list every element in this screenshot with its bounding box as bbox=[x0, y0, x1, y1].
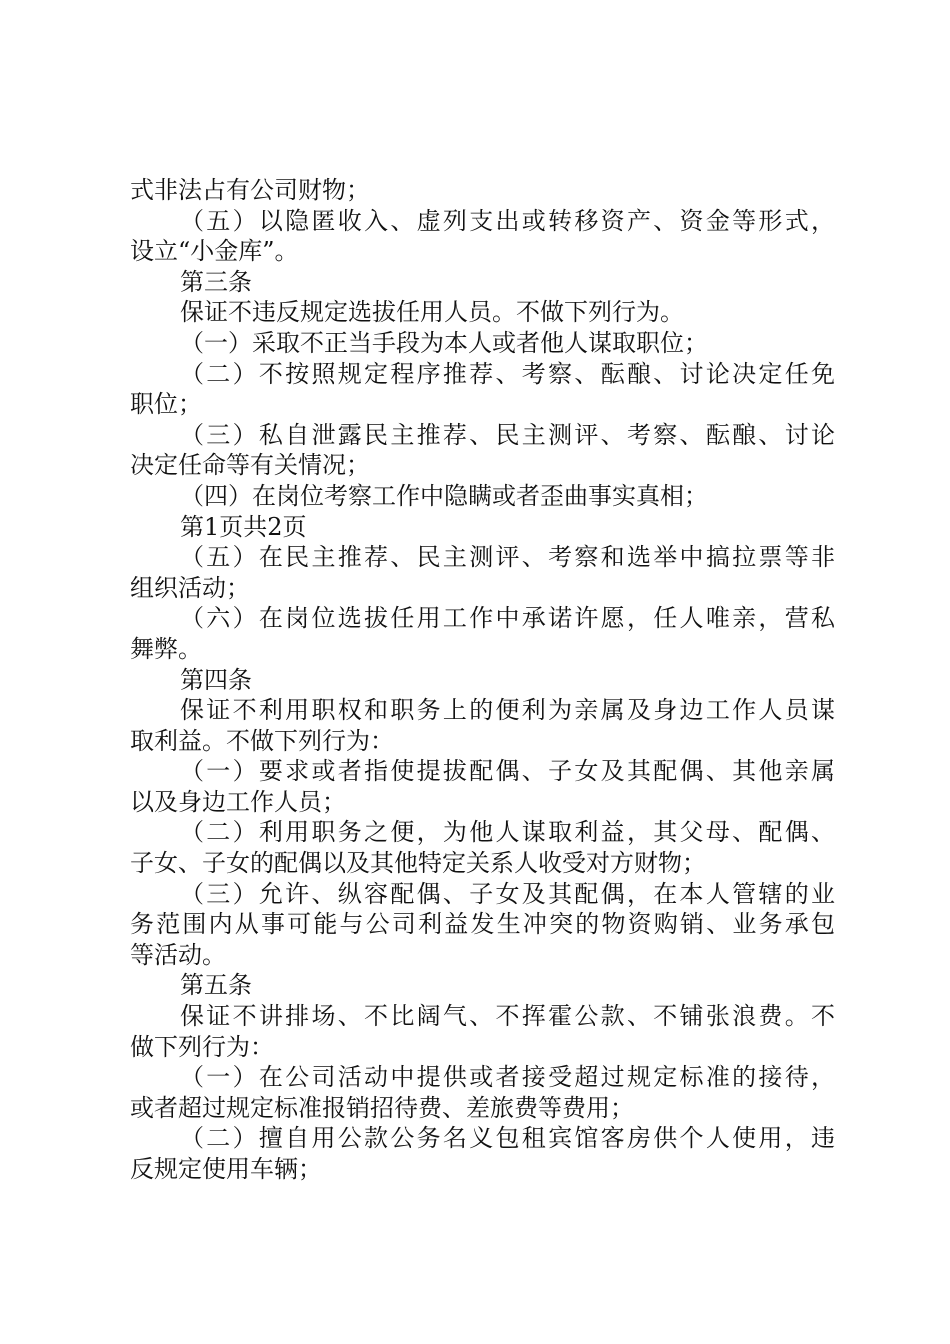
clause-item: （一）采取不正当手段为本人或者他人谋取职位； bbox=[180, 328, 708, 357]
text-line-continuation: 或者超过规定标准报销招待费、差旅费等费用； bbox=[130, 1093, 634, 1122]
clause-item: （四）在岗位考察工作中隐瞒或者歪曲事实真相； bbox=[180, 481, 708, 510]
text-line-continuation: 做下列行为： bbox=[130, 1032, 274, 1061]
text-line-continuation: 舞弊。 bbox=[130, 634, 202, 663]
clause-item: （五）以隐匿收入、虚列支出或转移资产、资金等形式， bbox=[180, 206, 835, 235]
article-intro: 保证不讲排场、不比阔气、不挥霍公款、不铺张浪费。不 bbox=[180, 1002, 835, 1031]
text-line-continuation: 决定任命等有关情况； bbox=[130, 451, 370, 480]
clause-item: （一）要求或者指使提拔配偶、子女及其配偶、其他亲属 bbox=[180, 757, 835, 786]
clause-item: （六）在岗位选拔任用工作中承诺许愿，任人唯亲，营私 bbox=[180, 604, 835, 633]
article-heading: 第四条 bbox=[180, 665, 252, 694]
text-line-continuation: 等活动。 bbox=[130, 940, 226, 969]
article-heading: 第三条 bbox=[180, 267, 252, 296]
article-intro: 保证不违反规定选拔任用人员。不做下列行为。 bbox=[180, 298, 684, 327]
text-line-continuation: 以及身边工作人员； bbox=[130, 787, 346, 816]
clause-item: （二）利用职务之便，为他人谋取利益，其父母、配偶、 bbox=[180, 818, 835, 847]
text-line-continuation: 子女、子女的配偶以及其他特定关系人收受对方财物； bbox=[130, 849, 706, 878]
text-line-continuation: 设立“小金库”。 bbox=[130, 237, 299, 266]
text-line-continuation: 务范围内从事可能与公司利益发生冲突的物资购销、业务承包 bbox=[130, 910, 835, 939]
clause-item: （五）在民主推荐、民主测评、考察和选举中搞拉票等非 bbox=[180, 543, 835, 572]
clause-item: （一）在公司活动中提供或者接受超过规定标准的接待， bbox=[180, 1063, 835, 1092]
text-line-continuation: 职位； bbox=[130, 390, 202, 419]
text-line-continuation: 反规定使用车辆； bbox=[130, 1155, 322, 1183]
article-heading: 第五条 bbox=[180, 971, 252, 1000]
clause-item: （三）私自泄露民主推荐、民主测评、考察、酝酿、讨论 bbox=[180, 420, 835, 449]
clause-item: （二）擅自用公款公务名义包租宾馆客房供个人使用，违 bbox=[180, 1124, 835, 1153]
article-intro: 保证不利用职权和职务上的便利为亲属及身边工作人员谋 bbox=[180, 696, 835, 725]
clause-item: （二）不按照规定程序推荐、考察、酝酿、讨论决定任免 bbox=[180, 359, 835, 388]
text-line-continuation: 组织活动； bbox=[130, 573, 250, 602]
text-line-continuation: 式非法占有公司财物； bbox=[130, 176, 370, 204]
text-line-continuation: 取利益。不做下列行为： bbox=[130, 726, 394, 755]
document-body bbox=[130, 175, 835, 1185]
page-number: 第1页共2页 bbox=[180, 512, 307, 541]
clause-item: （三）允许、纵容配偶、子女及其配偶，在本人管辖的业 bbox=[180, 879, 835, 908]
